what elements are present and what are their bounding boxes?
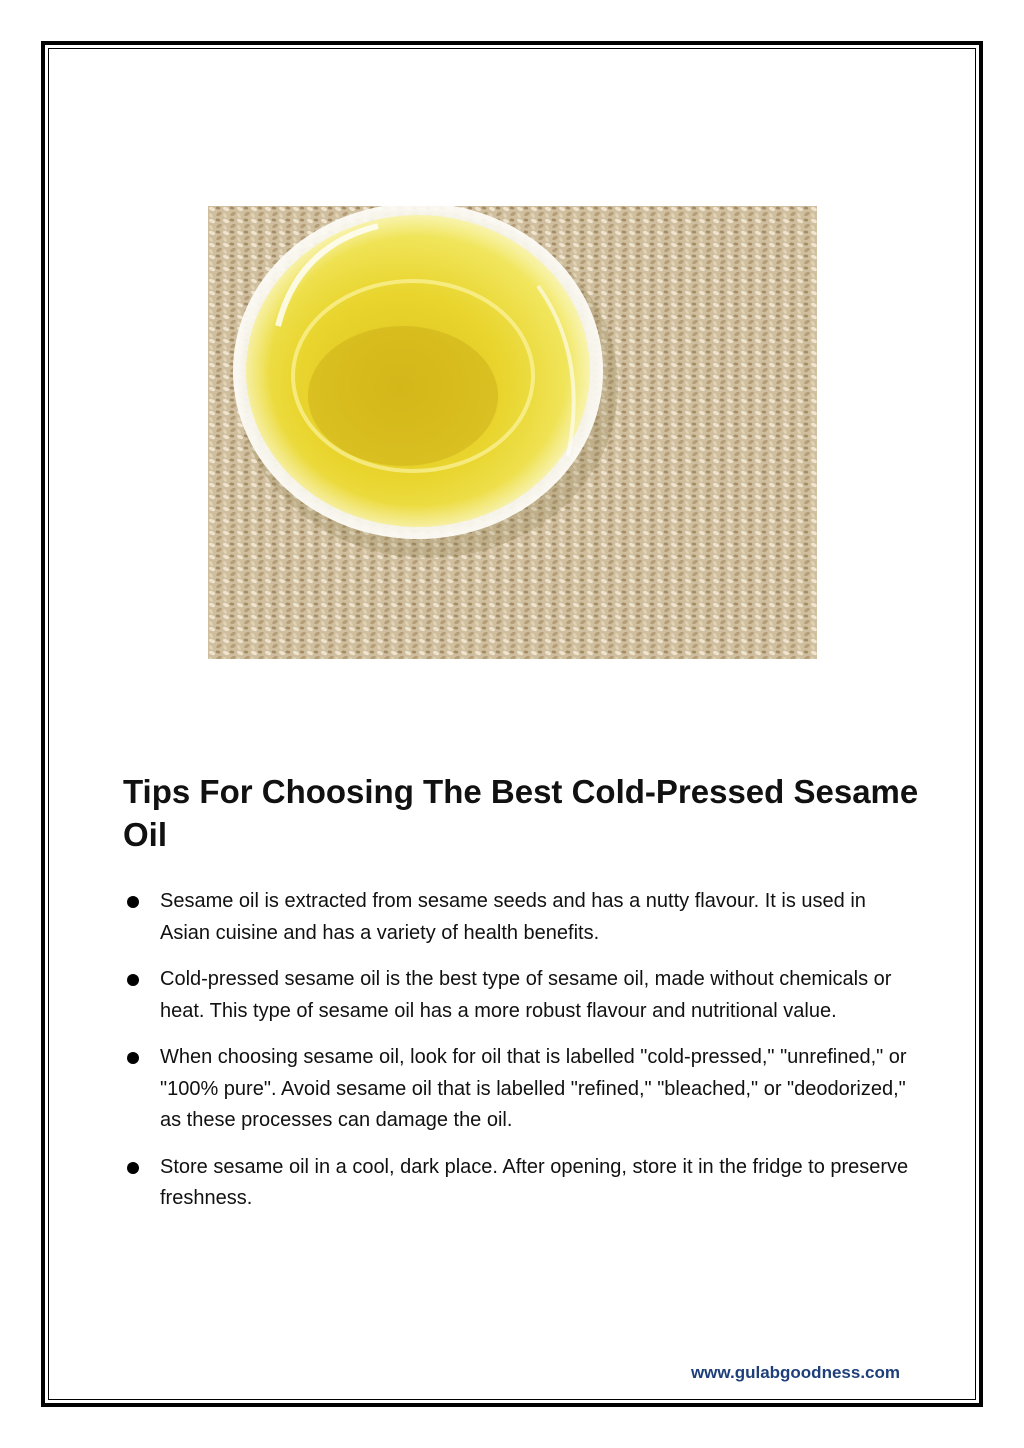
tip-text: Sesame oil is extracted from sesame seeds and has a nutty flavour. It is used in Asian cuisine and has a variety of health benefits. [160,890,866,944]
sesame-oil-illustration [208,206,817,659]
list-item [123,1152,913,1215]
bullet-icon [127,1052,139,1064]
page-title: Tips For Choosing The Best Cold-Pressed Sesame Oil [123,773,919,853]
bullet-icon [127,1162,139,1174]
bullet-icon [127,974,139,986]
bullet-icon [127,896,139,908]
website-link[interactable]: www.gulabgoodness.com [690,1363,900,1382]
tip-text: When choosing sesame oil, look for oil that is labelled "cold-pressed," "unrefined," or "100% pure". Avoid sesame oil that is labelled "refined," "bleached," or "deodorized," as these processes can damage the oil. [160,1046,907,1131]
list-item [123,964,913,1027]
list-item [123,886,913,949]
sesame-oil-photo [208,206,817,659]
tips-list [123,886,913,1230]
list-item [123,1042,913,1137]
tip-text: Cold-pressed sesame oil is the best type of sesame oil, made without chemicals or heat. This type of sesame oil has a more robust flavour and nutritional value. [160,968,892,1022]
tip-text: Store sesame oil in a cool, dark place. After opening, store it in the fridge to preserve freshness. [160,1155,909,1209]
